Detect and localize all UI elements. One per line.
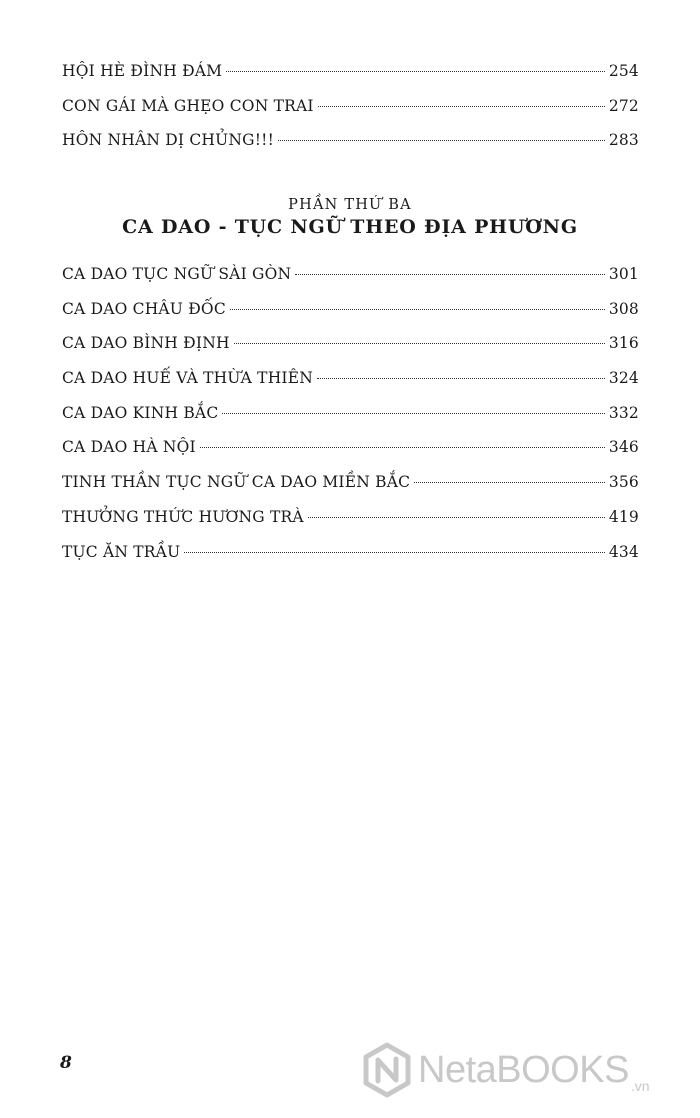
toc-entry[interactable] [62,473,639,508]
toc-entry-page: 301 [608,265,639,283]
section-title: CA DAO - TỤC NGỮ THEO ĐỊA PHƯƠNG [122,216,578,238]
watermark [362,1042,650,1098]
page-number: 8 [60,1053,72,1073]
toc-list-part-two [62,62,639,166]
toc-dot-leader [414,482,605,483]
toc-entry-page: 272 [608,96,639,115]
toc-dot-leader [295,274,605,275]
toc-entry-title: TỤC ĂN TRẦU [62,542,181,561]
toc-entry-page: 356 [608,473,639,492]
toc-dot-leader [230,309,605,310]
toc-entry-page: 283 [608,131,639,150]
toc-dot-leader [184,552,604,553]
toc-entry[interactable] [62,265,639,300]
toc-entry-title: CA DAO BÌNH ĐỊNH [62,334,230,353]
toc-entry-title: CA DAO TỤC NGỮ SÀI GÒN [62,265,292,283]
toc-entry-title: HÔN NHÂN DỊ CHỦNG!!! [62,131,275,150]
toc-dot-leader [308,517,605,518]
netabooks-logo-icon [362,1042,412,1098]
toc-entry-page: 419 [608,507,639,526]
toc-entry-title: TINH THẦN TỤC NGỮ CA DAO MIỀN BẮC [62,473,411,492]
toc-entry[interactable] [62,300,639,335]
toc-list-part-three [62,265,639,577]
toc-dot-leader [222,413,604,414]
toc-entry-page: 308 [608,299,639,318]
toc-entry[interactable] [62,131,639,166]
toc-dot-leader [317,378,605,379]
toc-entry-title: HỘI HÈ ĐÌNH ĐÁM [62,62,223,80]
toc-dot-leader [200,447,605,448]
toc-entry-page: 324 [608,369,639,388]
toc-entry[interactable] [62,543,639,578]
toc-entry-page: 254 [608,62,639,80]
toc-entry-page: 316 [608,334,639,353]
watermark-text: NetaBOOKS [418,1049,629,1091]
toc-entry[interactable] [62,97,639,132]
toc-dot-leader [234,343,605,344]
toc-entry[interactable] [62,62,639,97]
toc-entry[interactable] [62,369,639,404]
toc-entry-page: 346 [608,438,639,457]
toc-entry-title: CA DAO KINH BẮC [62,403,219,422]
toc-entry-page: 434 [608,542,639,561]
toc-entry[interactable] [62,404,639,439]
toc-entry[interactable] [62,438,639,473]
toc-entry-title: THƯỞNG THỨC HƯƠNG TRÀ [62,507,304,526]
toc-entry-title: CON GÁI MÀ GHẸO CON TRAI [62,96,314,115]
toc-dot-leader [318,106,605,107]
toc-entry[interactable] [62,508,639,543]
watermark-suffix: .vn [630,1078,650,1094]
toc-dot-leader [278,140,605,141]
toc-entry-title: CA DAO CHÂU ĐỐC [62,299,226,318]
toc-entry[interactable] [62,334,639,369]
section-label: PHẦN THỨ BA [288,197,412,213]
toc-entry-title: CA DAO HÀ NỘI [62,438,196,457]
toc-entry-title: CA DAO HUẾ VÀ THỪA THIÊN [62,369,314,388]
toc-dot-leader [226,71,605,72]
toc-entry-page: 332 [608,403,639,422]
